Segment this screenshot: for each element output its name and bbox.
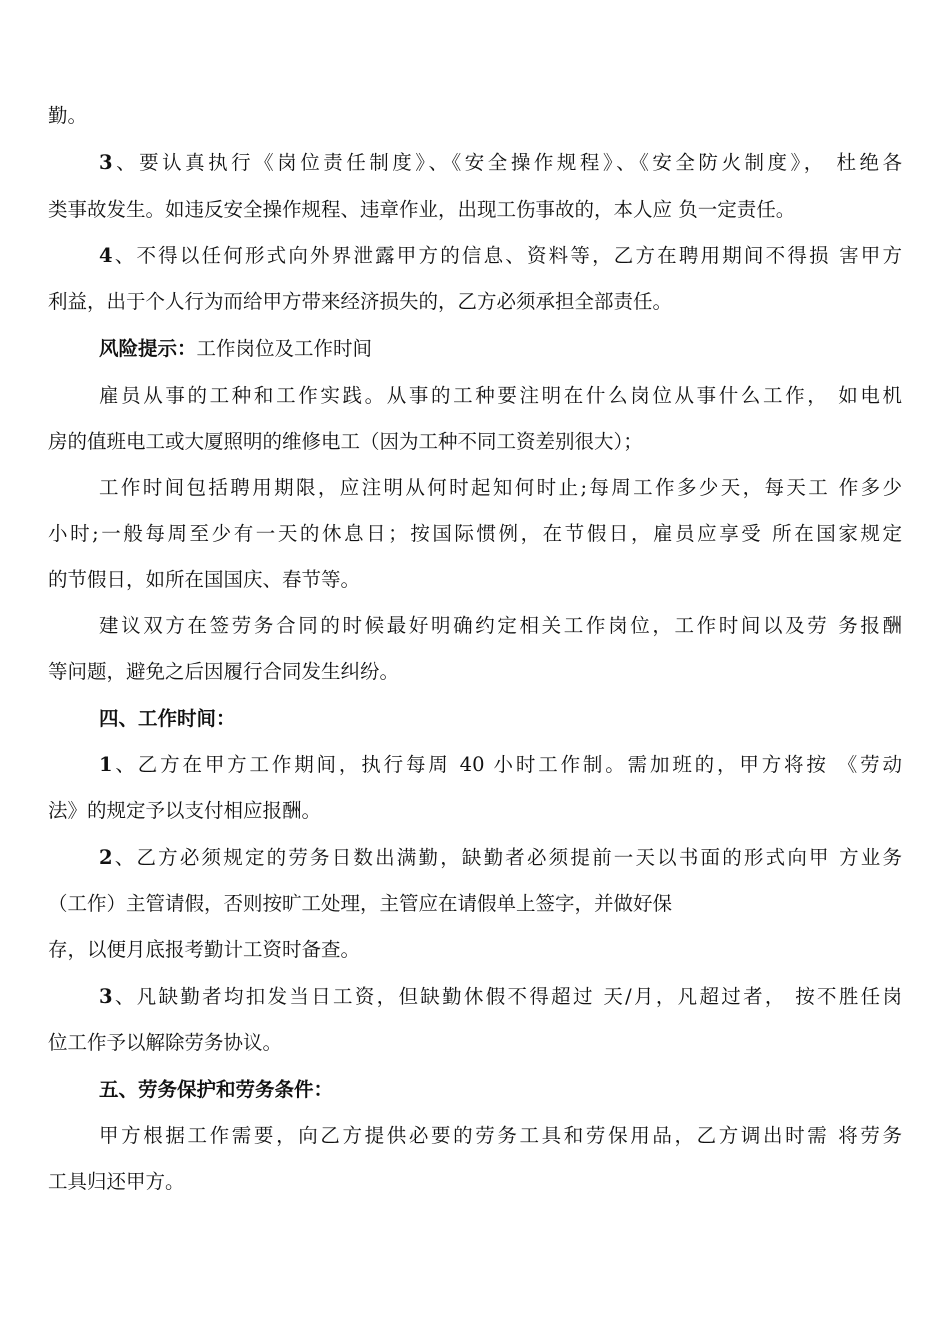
- risk-tip-heading: [99, 336, 902, 362]
- labor-para-line-2: 工具归还甲方。: [48, 1170, 185, 1193]
- item-1-line-2: 法》的规定予以支付相应报酬。: [48, 799, 322, 822]
- item-3-line-2: 位工作予以解除劳务协议。: [48, 1031, 283, 1054]
- item-text: 、乙方必须规定的劳务日数出满勤，缺勤者必须提前一天以书面的形式向甲 方业务: [112, 846, 902, 869]
- clause-4-line-1: [99, 243, 902, 269]
- clause-text: 、不得以任何形式向外界泄露甲方的信息、资料等，乙方在聘用期间不得损 害甲方: [112, 244, 902, 267]
- risk-para-3-line-1: 建议双方在签劳务合同的时候最好明确约定相关工作岗位，工作时间以及劳 务报酬: [99, 614, 902, 637]
- risk-tip-title: 工作岗位及工作时间: [196, 337, 373, 360]
- labor-para-line-1: 甲方根据工作需要，向乙方提供必要的劳务工具和劳保用品，乙方调出时需 将劳务: [99, 1124, 902, 1147]
- clause-number: 3: [99, 151, 113, 174]
- item-2-line-2: （工作）主管请假，否则按旷工处理，主管应在请假单上签字，并做好保: [48, 892, 673, 915]
- risk-para-2-line-3: 的节假日，如所在国国庆、春节等。: [48, 568, 361, 591]
- risk-para-2-line-1: 工作时间包括聘用期限，应注明从何时起知何时止;每周工作多少天，每天工 作多少: [99, 476, 902, 499]
- item-2-line-1: [99, 845, 902, 871]
- item-2-line-3: 存，以便月底报考勤计工资时备查。: [48, 938, 361, 961]
- item-text: 、凡缺勤者均扣发当日工资，但缺勤休假不得超过 天/月，凡超过者， 按不胜任岗: [112, 985, 902, 1008]
- risk-para-3-line-2: 等问题，避免之后因履行合同发生纠纷。: [48, 660, 400, 683]
- item-number: 2: [99, 846, 113, 869]
- clause-3-line-1: [99, 150, 902, 176]
- risk-tip-label: 风险提示：: [99, 337, 197, 360]
- item-number: 1: [99, 753, 113, 776]
- section-heading-labor-protection: 五、劳务保护和劳务条件：: [99, 1078, 334, 1101]
- risk-para-1-line-1: 雇员从事的工种和工作实践。从事的工种要注明在什么岗位从事什么工作， 如电机: [99, 384, 902, 407]
- clause-3-line-2: 类事故发生。如违反安全操作规程、违章作业，出现工伤事故的，本人应 负一定责任。: [48, 198, 796, 221]
- item-number: 3: [99, 985, 113, 1008]
- risk-para-2-line-2: 小时;一般每周至少有一天的休息日；按国际惯例，在节假日，雇员应享受 所在国家规定: [48, 522, 902, 545]
- risk-para-1-line-2: 房的值班电工或大厦照明的维修电工（因为工种不同工资差别很大）；: [48, 430, 643, 453]
- item-3-line-1: [99, 984, 902, 1010]
- text-line: 勤。: [48, 104, 88, 127]
- clause-4-line-2: 利益，出于个人行为而给甲方带来经济损失的，乙方必须承担全部责任。: [48, 290, 673, 313]
- section-heading-work-time: 四、工作时间：: [99, 707, 236, 730]
- item-1-line-1: [99, 752, 902, 778]
- clause-text: 、要认真执行《岗位责任制度》、《安全操作规程》、《安全防火制度》， 杜绝各: [112, 151, 902, 174]
- item-text: 、乙方在甲方工作期间，执行每周 40 小时工作制。需加班的，甲方将按 《劳动: [112, 753, 902, 776]
- clause-number: 4: [99, 244, 113, 267]
